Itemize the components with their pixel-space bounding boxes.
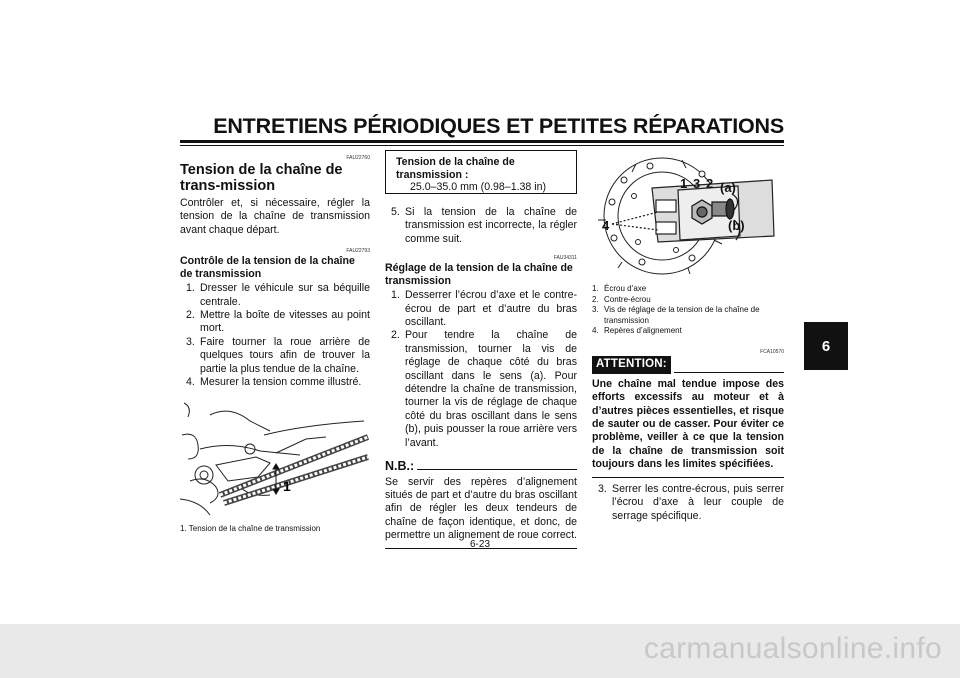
intro-paragraph: Contrôler et, si nécessaire, régler la tension de la chaîne de transmission avant chaque départ. bbox=[180, 197, 370, 236]
legend-text: Écrou d’axe bbox=[604, 284, 647, 294]
step-text: Dresser le véhicule sur sa béquille centrale. bbox=[200, 282, 370, 308]
list-item bbox=[385, 289, 577, 329]
list-item bbox=[180, 309, 370, 336]
list-item bbox=[180, 376, 370, 389]
attention-text: Une chaîne mal tendue impose des efforts excessifs au moteur et à d’autres pièces essentielles, et risque de sauter ou de casser. Pour éviter ce problème, veiller à ce que la tension de la chaîne de transmission soit toujours dans les limites spécifiées. bbox=[592, 377, 784, 471]
page-header-title: ENTRETIENS PÉRIODIQUES ET PETITES RÉPARATIONS bbox=[213, 114, 784, 138]
legend-text: Contre-écrou bbox=[604, 294, 651, 304]
list-item bbox=[592, 483, 784, 523]
step-number: 4. bbox=[186, 376, 195, 389]
list-item bbox=[180, 336, 370, 376]
step-text: Desserrer l’écrou d’axe et le contre-écrou de part et d’autre du bras oscillant. bbox=[405, 289, 577, 329]
chain-tension-illustration bbox=[180, 395, 370, 517]
attention-end-rule bbox=[592, 477, 784, 478]
list-item bbox=[385, 206, 577, 246]
figure-label-1: 1 bbox=[680, 176, 688, 191]
step-number: 1. bbox=[391, 289, 400, 302]
legend-item bbox=[592, 284, 784, 294]
step-text: Faire tourner la roue arrière de quelques tours afin de trouver la partie la plus tendue de la chaîne. bbox=[200, 335, 370, 375]
reference-code: FAU22760 bbox=[346, 155, 370, 161]
step-number: 1. bbox=[186, 282, 195, 295]
final-steps-list bbox=[592, 483, 784, 523]
adjuster-figure bbox=[592, 150, 784, 280]
subsection-title: Réglage de la tension de la chaîne de transmission bbox=[385, 262, 573, 287]
legend-item bbox=[592, 305, 784, 326]
spec-label: Tension de la chaîne de transmission : bbox=[396, 156, 515, 181]
step-number: 3. bbox=[186, 335, 195, 348]
note-header bbox=[385, 460, 577, 473]
spec-value: 25.0–35.0 mm (0.98–1.38 in) bbox=[410, 181, 547, 193]
figure-label-b: (b) bbox=[728, 218, 745, 233]
reference-code: FCA10570 bbox=[760, 349, 784, 356]
figure-label-4: 4 bbox=[602, 218, 610, 233]
subsection-title: Contrôle de la tension de la chaîne de transmission bbox=[180, 255, 355, 280]
legend-item bbox=[592, 326, 784, 336]
legend-text: Vis de réglage de la tension de la chaîne de transmission bbox=[604, 305, 760, 325]
step-number: 5. bbox=[391, 206, 400, 218]
figure-label-2: 2 bbox=[706, 176, 714, 191]
attention-header bbox=[592, 356, 784, 373]
legend-number: 3. bbox=[592, 305, 599, 315]
adjuster-illustration bbox=[592, 150, 784, 276]
page-number: 6-23 bbox=[469, 539, 490, 550]
header-rule-thick bbox=[180, 140, 784, 143]
chain-tension-figure bbox=[180, 395, 370, 533]
step-number: 2. bbox=[186, 309, 195, 322]
list-item bbox=[180, 282, 370, 309]
legend-text: Repères d’alignement bbox=[604, 326, 682, 336]
figure-legend bbox=[592, 284, 784, 336]
note-text: Se servir des repères d’alignement situés de part et d’autre du bras oscillant afin de régler les deux tendeurs de chaîne de façon identique, et donc, de permettre un alignement de roue correct. bbox=[385, 475, 577, 542]
list-item bbox=[385, 329, 577, 450]
specification-box bbox=[385, 150, 577, 194]
attention-rule bbox=[674, 372, 784, 373]
step-text: Serrer les contre-écrous, puis serrer l’écrou d’axe à leur couple de serrage spécifique. bbox=[612, 482, 784, 522]
step-number: 2. bbox=[391, 329, 400, 342]
watermark: carmanualsonline.info bbox=[643, 632, 942, 665]
adjust-steps-list bbox=[385, 289, 577, 450]
legend-item bbox=[592, 295, 784, 305]
column-left bbox=[180, 150, 370, 534]
figure-callout: 1 bbox=[283, 478, 291, 495]
figure-label-3: 3 bbox=[693, 176, 701, 191]
step-text: Pour tendre la chaîne de transmission, tourner la vis de réglage de chaque côté du bras oscillant dans le sens (a). Pour détendre la chaîne de transmission, tourner la vis de réglage de chaque côté du bras oscillant dans le sens (b), puis pousser la roue arrière vers l’avant. bbox=[405, 329, 577, 449]
step-number: 3. bbox=[598, 482, 607, 495]
figure-caption: 1. Tension de la chaîne de transmission bbox=[180, 523, 321, 533]
step-text: Mesurer la tension comme illustré. bbox=[200, 376, 362, 389]
note-rule bbox=[417, 469, 577, 470]
step-text: Si la tension de la chaîne de transmission est incorrecte, la régler comme suit. bbox=[405, 206, 577, 245]
header-rule-thin bbox=[180, 145, 784, 146]
reference-code: FAU22793 bbox=[346, 248, 370, 255]
check-steps-list bbox=[180, 282, 370, 389]
step-text: Mettre la boîte de vitesses au point mort. bbox=[200, 309, 370, 335]
column-middle bbox=[385, 150, 577, 554]
note-label: N.B.: bbox=[385, 459, 415, 474]
figure-label-a: (a) bbox=[720, 180, 736, 195]
section-title: Tension de la chaîne de trans-mission bbox=[180, 162, 343, 194]
legend-number: 1. bbox=[592, 284, 599, 294]
attention-label: ATTENTION: bbox=[592, 356, 671, 373]
legend-number: 2. bbox=[592, 294, 599, 304]
column-right bbox=[592, 150, 784, 523]
continue-steps-list bbox=[385, 206, 577, 246]
reference-code: FAU34311 bbox=[553, 255, 577, 262]
chapter-tab[interactable]: 6 bbox=[804, 322, 848, 370]
legend-number: 4. bbox=[592, 326, 599, 336]
